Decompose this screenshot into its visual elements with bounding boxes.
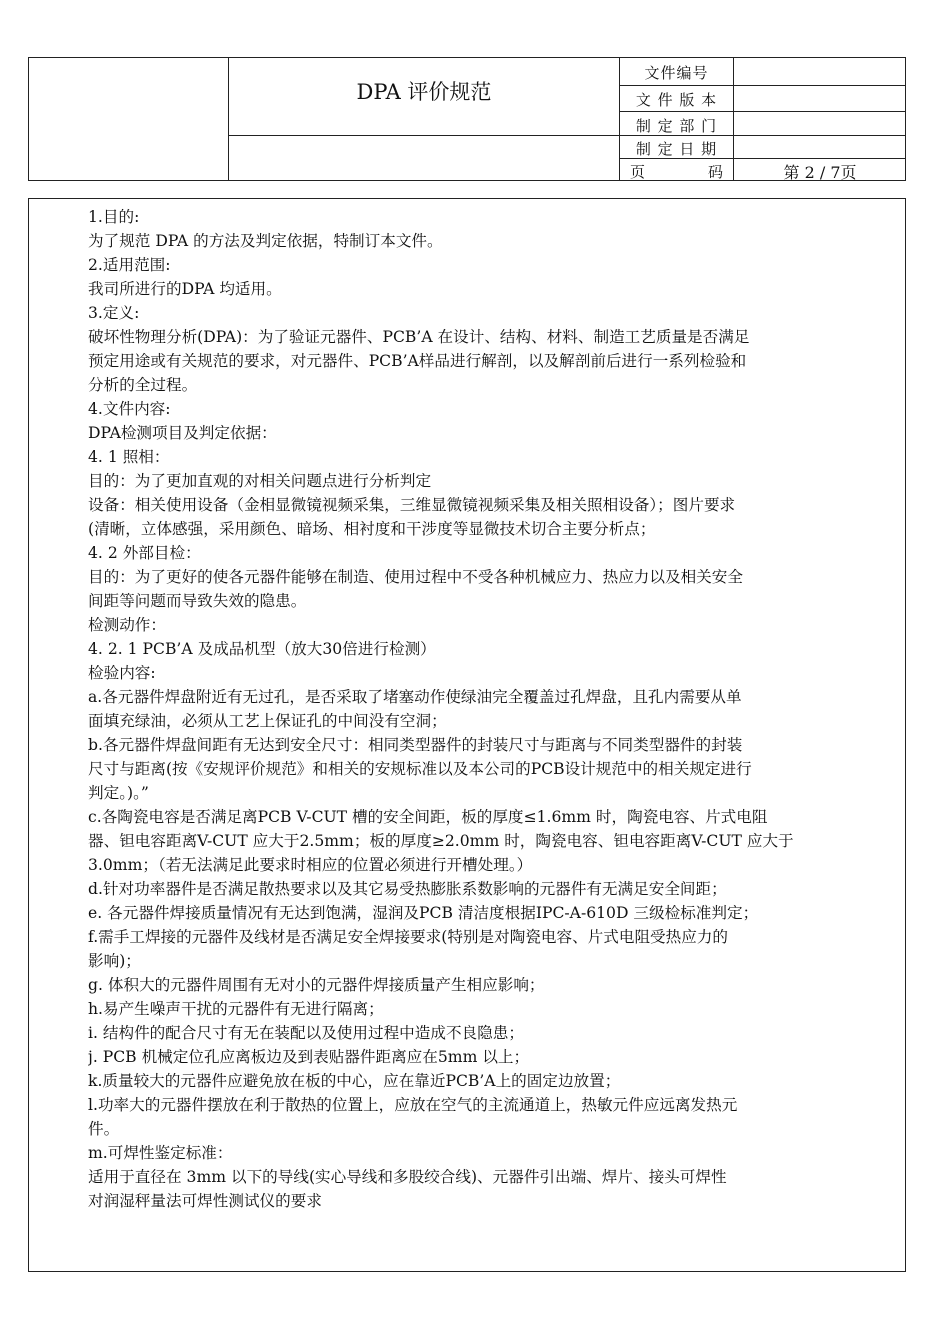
text-line: DPA检测项目及判定依据：: [88, 424, 277, 442]
text-line: 我司所进行的DPA 均适用。: [88, 280, 282, 298]
text-line: 适用于直径在 3mm 以下的导线(实心导线和多股绞合线)、元器件引出端、焊片、接头可焊性: [88, 1168, 727, 1186]
text-line: h.易产生噪声干扰的元器件有无进行隔离；: [88, 1000, 384, 1018]
text-line: 1.目的:: [88, 208, 140, 226]
text-line: 3.0mm；（若无法满足此要求时相应的位置必须进行开槽处理。）: [88, 856, 533, 874]
text-line: b.各元器件焊盘间距有无达到安全尺寸：相同类型器件的封装尺寸与距离与不同类型器件的封装: [88, 736, 743, 754]
text-line: 目的：为了更加直观的对相关问题点进行分析判定: [88, 472, 432, 490]
label-date: 制 定 日 期: [635, 140, 718, 158]
text-line: 尺寸与距离(按《安规评价规范》和相关的安规标准以及本公司的PCB设计规范中的相关规定进行: [88, 760, 752, 778]
text-line: 2.适用范围:: [88, 256, 171, 274]
text-line: 检测动作：: [88, 616, 166, 634]
text-line: 4.文件内容:: [88, 400, 171, 418]
text-line: (清晰，立体感强，采用颜色、暗场、相衬度和干涉度等显微技术切合主要分析点；: [88, 520, 656, 538]
text-line: 3.定义:: [88, 304, 140, 322]
text-line: c.各陶瓷电容是否满足离PCB V-CUT 槽的安全间距，板的厚度≤1.6mm 时，陶瓷电容、片式电阻: [88, 808, 768, 826]
text-line: 影响)；: [88, 952, 141, 970]
text-line: 4. 1 照相：: [88, 448, 170, 466]
document-header-table: [28, 57, 906, 181]
text-line: 设备：相关使用设备（金相显微镜视频采集，三维显微镜视频采集及相关照相设备）；图片要求: [88, 496, 736, 514]
text-line: 间距等问题而导致失效的隐患。: [88, 592, 307, 610]
label-dept: 制 定 部 门: [635, 117, 718, 135]
text-line: 判定。)。”: [88, 784, 149, 802]
header-rule: [620, 85, 905, 86]
document-title: DPA 评价规范: [356, 80, 492, 104]
header-rule: [229, 135, 905, 136]
text-line: 分析的全过程。: [88, 376, 198, 394]
text-line: 4. 2. 1 PCB’A 及成品机型（放大30倍进行检测）: [88, 640, 436, 658]
label-page-b: 码: [707, 163, 723, 181]
text-line: j. PCB 机械定位孔应离板边及到表贴器件距离应在5mm 以上；: [88, 1048, 530, 1066]
text-line: a.各元器件焊盘附近有无过孔，是否采取了堵塞动作使绿油完全覆盖过孔焊盘，且孔内需要从单: [88, 688, 742, 706]
text-line: 件。: [88, 1120, 120, 1138]
text-line: 预定用途或有关规范的要求，对元器件、PCB’A样品进行解剖，以及解剖前后进行一系列检验和: [88, 352, 747, 370]
text-line: e. 各元器件焊接质量情况有无达到饱满，湿润及PCB 清洁度根据IPC-A-610D 三级检标准判定；: [88, 904, 759, 922]
label-doc-no: 文件编号: [644, 64, 709, 82]
text-line: d.针对功率器件是否满足散热要求以及其它易受热膨胀系数影响的元器件有无满足安全间距；: [88, 880, 727, 898]
text-line: 面填充绿油，必须从工艺上保证孔的中间没有空洞；: [88, 712, 447, 730]
document-body: [28, 198, 906, 1272]
text-line: f.需手工焊接的元器件及线材是否满足安全焊接要求(特别是对陶瓷电容、片式电阻受热应力的: [88, 928, 729, 946]
label-version: 文 件 版 本: [635, 91, 718, 109]
body-text: [88, 205, 903, 1213]
text-line: 4. 2 外部目检：: [88, 544, 201, 562]
text-line: g. 体积大的元器件周围有无对小的元器件焊接质量产生相应影响；: [88, 976, 545, 994]
label-page-a: 页: [630, 163, 646, 181]
text-line: 检验内容:: [88, 664, 156, 682]
text-line: 器、钽电容距离V-CUT 应大于2.5mm；板的厚度≥2.0mm 时，陶瓷电容、钽电容距离V-CUT 应大于: [88, 832, 794, 850]
text-line: 破坏性物理分析(DPA)：为了验证元器件、PCB’A 在设计、结构、材料、制造工艺质量是否满足: [88, 328, 750, 346]
page-number-value: 第 2 / 7页: [783, 163, 857, 182]
text-line: i. 结构件的配合尺寸有无在装配以及使用过程中造成不良隐患；: [88, 1024, 524, 1042]
text-line: 目的：为了更好的使各元器件能够在制造、使用过程中不受各种机械应力、热应力以及相关安全: [88, 568, 743, 586]
header-rule: [620, 111, 905, 112]
text-line: m.可焊性鉴定标准：: [88, 1144, 233, 1162]
text-line: k.质量较大的元器件应避免放在板的中心，应在靠近PCB’A上的固定边放置；: [88, 1072, 621, 1090]
text-line: 对润湿秤量法可焊性测试仪的要求: [88, 1192, 322, 1210]
text-line: l.功率大的元器件摆放在利于散热的位置上，应放在空气的主流通道上，热敏元件应远离发热元: [88, 1096, 738, 1114]
text-line: 为了规范 DPA 的方法及判定依据，特制订本文件。: [88, 232, 443, 250]
